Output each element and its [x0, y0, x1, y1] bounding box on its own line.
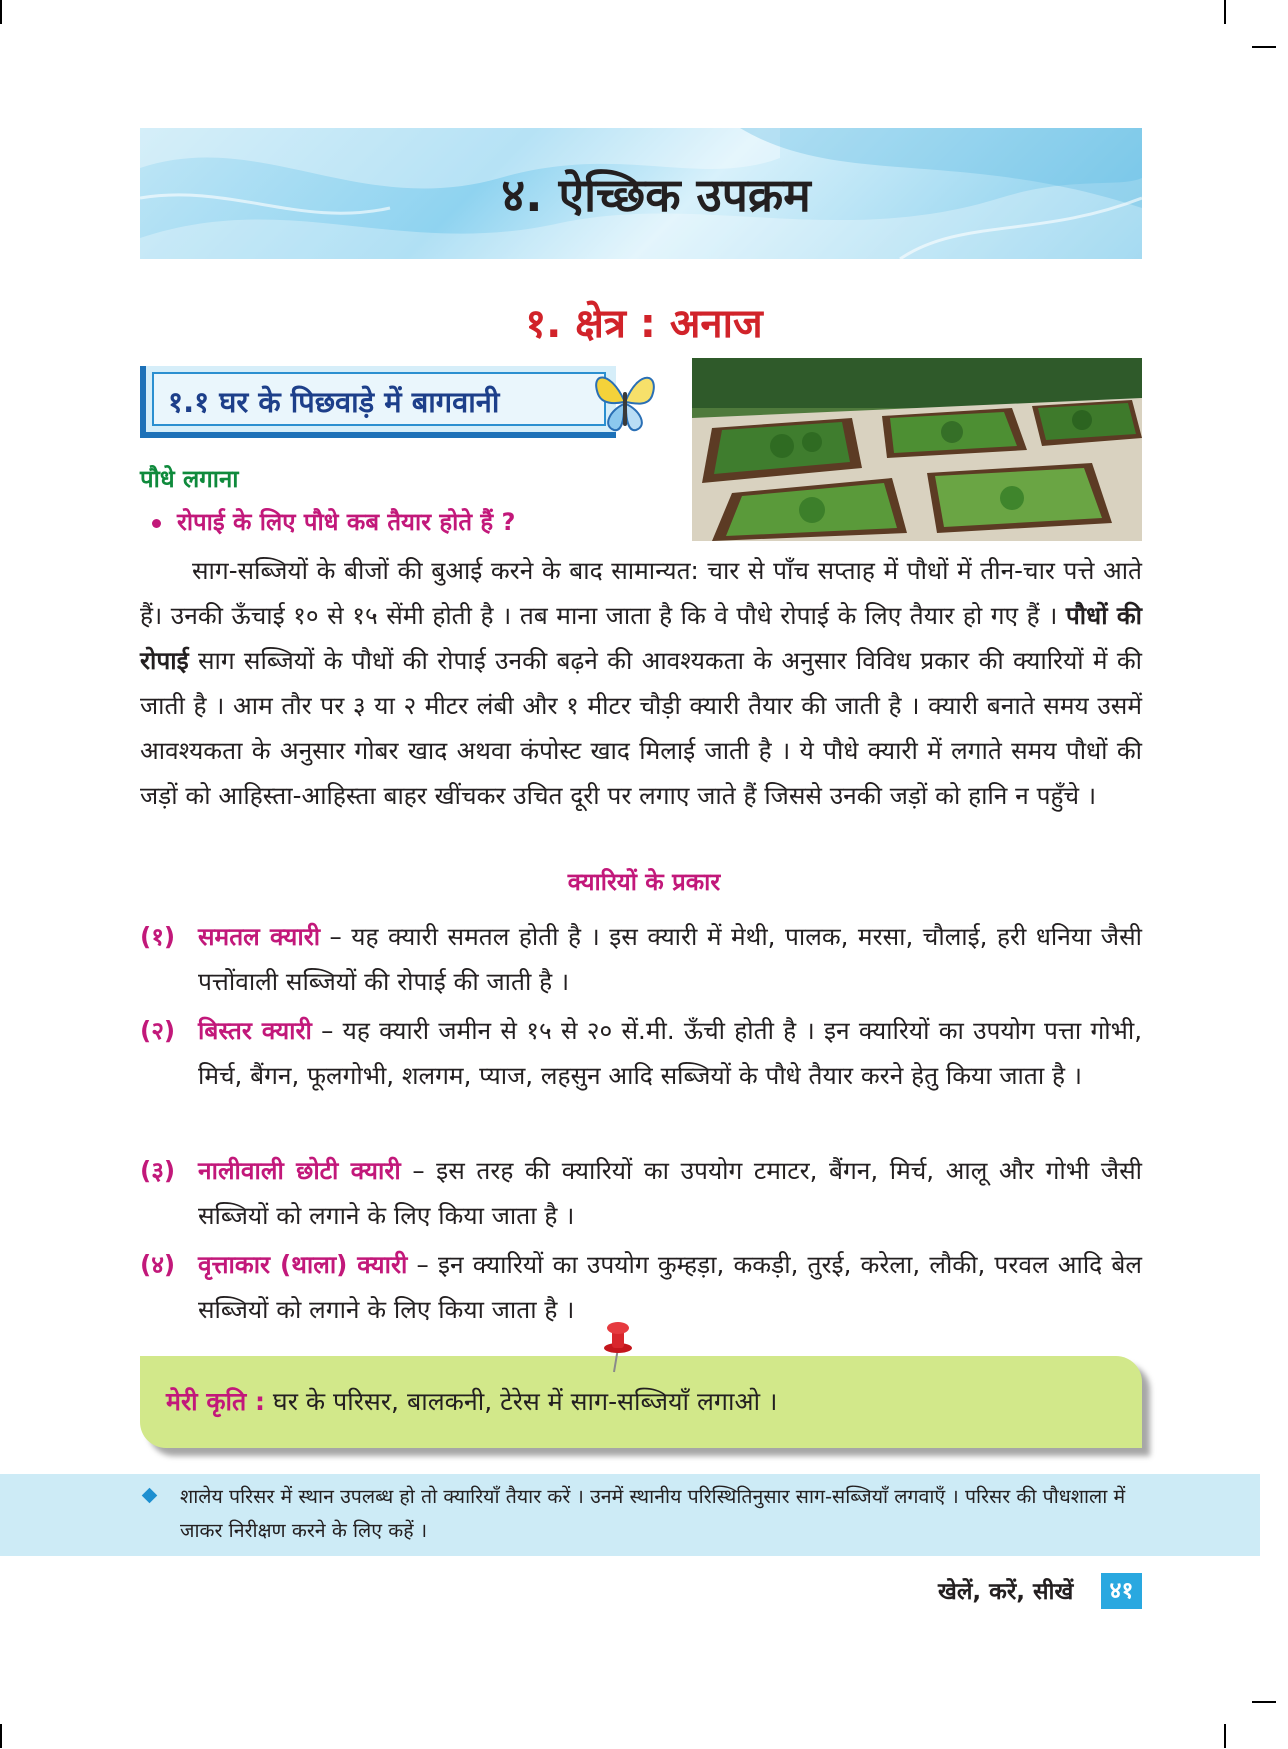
crop-mark	[0, 0, 2, 24]
item-body	[198, 1148, 1142, 1238]
crop-mark	[0, 1724, 2, 1748]
pushpin-icon	[600, 1318, 636, 1374]
item-body	[198, 1242, 1142, 1332]
item-number: (२)	[140, 1016, 176, 1045]
crop-mark	[1252, 1701, 1276, 1703]
activity-label: मेरी कृति :	[166, 1387, 265, 1416]
bullet-question	[152, 505, 515, 538]
item-text: – इस तरह की क्यारियों का उपयोग टमाटर, बैंगन, मिर्च, आलू और गोभी जैसी सब्जियों को लगाने के लिए किया जाता है ।	[198, 1156, 1142, 1230]
crop-mark	[1224, 1724, 1226, 1748]
teacher-note-text: शालेय परिसर में स्थान उपलब्ध हो तो क्यारियाँ तैयार करें । उनमें स्थानीय परिस्थितिनुसार साग-सब्जियाँ लगवाएँ । परिसर की पौधशाला में जाकर निरीक्षण करने के लिए कहें ।	[180, 1485, 1126, 1542]
butterfly-icon	[590, 362, 660, 438]
item-term: बिस्तर क्यारी	[198, 1016, 312, 1045]
activity-instruction: घर के परिसर, बालकनी, टेरेस में साग-सब्जियाँ लगाओ ।	[264, 1387, 778, 1416]
question-text: रोपाई के लिए पौधे कब तैयार होते हैं ?	[177, 508, 516, 536]
diamond-bullet-icon	[142, 1488, 158, 1504]
paragraph-part1: साग-सब्जियों के बीजों की बुआई करने के बाद सामान्यत: चार से पाँच सप्ताह में पौधों में तीन-चार पत्ते आते हैं। उनकी ऊँचाई १० से १५ सेंमी होती है । तब माना जाता है कि वे पौधे रोपाई के लिए तैयार हो गए हैं ।	[140, 556, 1142, 630]
crop-mark	[1224, 0, 1226, 24]
body-paragraph	[140, 548, 1142, 818]
subheading-planting: पौधे लगाना	[140, 465, 239, 493]
topic-title: १.१ घर के पिछवाड़े में बागवानी	[168, 385, 500, 419]
chapter-banner	[140, 128, 1142, 259]
topic-inner	[152, 372, 606, 426]
item-number: (३)	[140, 1156, 176, 1185]
crop-mark	[1252, 46, 1276, 48]
item-text: – यह क्यारी समतल होती है । इस क्यारी में मेथी, पालक, मरसा, चौलाई, हरी धनिया जैसी पत्तोंवाली सब्जियों की रोपाई की जाती है ।	[198, 922, 1142, 996]
item-body	[198, 1008, 1142, 1098]
item-term: समतल क्यारी	[198, 922, 321, 951]
page-number: ४१	[1101, 1573, 1142, 1609]
paragraph-bold-term: पौधों की रोपाई	[140, 601, 1142, 675]
bullet-dot	[152, 519, 161, 528]
footer-title: खेलें, करें, सीखें	[938, 1579, 1074, 1605]
item-body	[198, 914, 1142, 1004]
activity-box	[140, 1356, 1142, 1448]
activity-text	[166, 1384, 777, 1418]
chapter-title: ४. ऐच्छिक उपक्रम	[501, 167, 811, 222]
item-number: (१)	[140, 922, 176, 951]
item-number: (४)	[140, 1250, 176, 1279]
bed-types-heading: क्यारियों के प्रकार	[567, 868, 721, 896]
item-term: वृत्ताकार (थाला) क्यारी	[198, 1250, 408, 1279]
item-text: – यह क्यारी जमीन से १५ से २० सें.मी. ऊँची होती है । इन क्यारियों का उपयोग पत्ता गोभी, मिर्च, बैंगन, फूलगोभी, शलगम, प्याज, लहसुन आदि सब्जियों के पौधे तैयार करने हेतु किया जाता है ।	[198, 1016, 1142, 1090]
teacher-note	[0, 1474, 1260, 1556]
paragraph-part2: साग सब्जियों के पौधों की रोपाई उनकी बढ़ने की आवश्यकता के अनुसार विविध प्रकार की क्यारियों में की जाती है । आम तौर पर ३ या २ मीटर लंबी और १ मीटर चौड़ी क्यारी तैयार की जाती है । क्यारी बनाते समय उसमें आवश्यकता के अनुसार गोबर खाद अथवा कंपोस्ट खाद मिलाई जाती है । ये पौधे क्यारी में लगाते समय पौधों की जड़ों को आहिस्ता-आहिस्ता बाहर खींचकर उचित दूरी पर लगाए जाते हैं जिससे उनकी जड़ों को हानि न पहुँचे ।	[140, 646, 1142, 810]
topic-box	[140, 366, 616, 438]
garden-photo	[692, 358, 1142, 541]
item-term: नालीवाली छोटी क्यारी	[198, 1156, 401, 1185]
section-title: १. क्षेत्र : अनाज	[525, 301, 763, 347]
item-text: – इन क्यारियों का उपयोग कुम्हड़ा, ककड़ी, तुरई, करेला, लौकी, परवल आदि बेल सब्जियों को लगाने के लिए किया जाता है ।	[198, 1250, 1142, 1324]
